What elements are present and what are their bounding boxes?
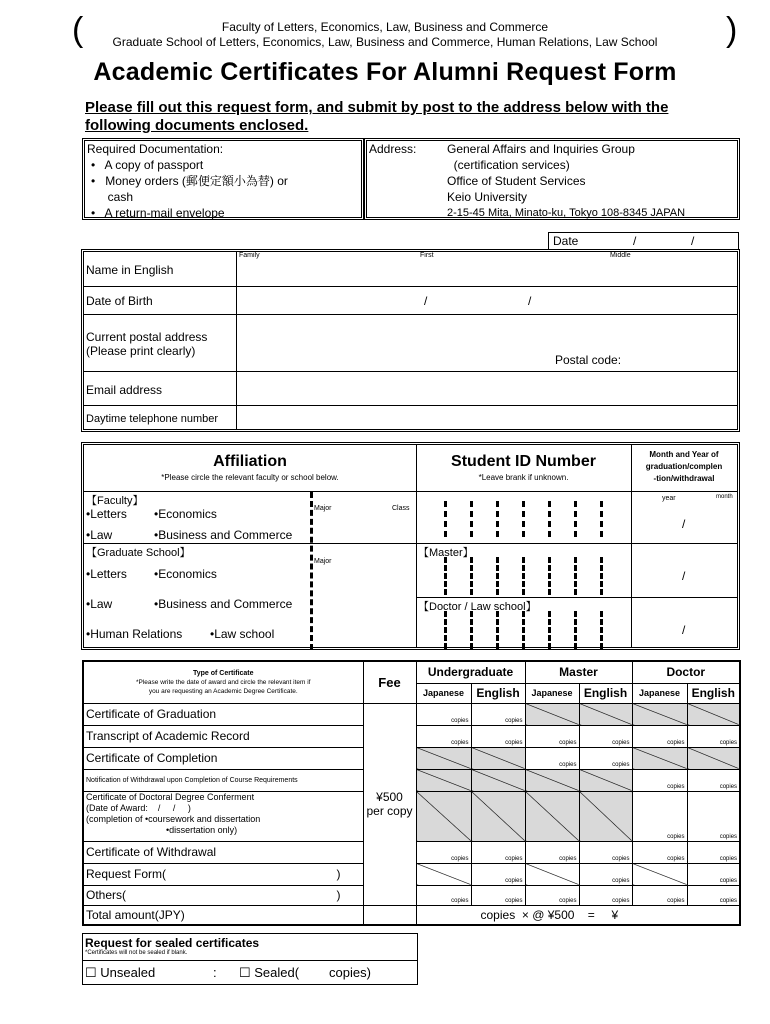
required-docs-box <box>82 138 364 220</box>
copies-cell[interactable]: copies <box>525 747 579 769</box>
copies-cell[interactable]: copies <box>416 885 471 905</box>
total-amount[interactable]: copies × @ ¥500 = ¥ <box>416 905 740 925</box>
date-field[interactable] <box>548 232 739 250</box>
cert-row-label: Certificate of Doctoral Degree Conferment (Date of Award: / / ) (completion of •coursework and dissertation •dissertation only) <box>83 791 363 841</box>
dob-label: Date of Birth <box>86 294 153 308</box>
unsealed-checkbox[interactable]: ☐ Unsealed <box>85 965 156 980</box>
copies-cell[interactable]: copies <box>579 747 632 769</box>
total-label: Total amount(JPY) <box>83 905 363 925</box>
phone-label: Daytime telephone number <box>86 413 219 425</box>
english-header: English <box>687 683 740 703</box>
address-field-label: Current postal address <box>86 330 208 344</box>
cert-row-label: Certificate of Graduation <box>83 703 363 725</box>
request-form-row[interactable]: Request Form( ) <box>83 863 363 885</box>
required-docs-item: • Money orders (郵便定額小為替) or <box>91 174 288 188</box>
address-line: Keio University <box>447 190 528 204</box>
copies-cell[interactable]: copies <box>632 885 687 905</box>
copies-cell[interactable]: copies <box>471 863 525 885</box>
sealed-box <box>82 933 418 985</box>
option-economics-grad[interactable]: •Economics <box>154 567 217 581</box>
copies-cell[interactable]: copies <box>687 885 740 905</box>
option-human-relations[interactable]: •Human Relations <box>86 627 183 641</box>
copies-cell[interactable]: copies <box>525 885 579 905</box>
copies-cell[interactable]: copies <box>471 885 525 905</box>
address-label: Address: <box>369 142 417 156</box>
middle-label: Middle <box>610 252 631 259</box>
left-bracket: ( <box>72 11 84 49</box>
right-bracket: ) <box>726 11 738 49</box>
copies-cell[interactable]: copies <box>416 703 471 725</box>
copies-cell[interactable]: copies <box>687 841 740 863</box>
class-label: Class <box>392 505 410 512</box>
copies-cell[interactable]: copies <box>632 725 687 747</box>
address-line: (certification services) <box>447 158 570 172</box>
copies-cell[interactable]: copies <box>525 725 579 747</box>
date-sep: / <box>691 234 695 248</box>
date-label: Date <box>553 234 579 248</box>
student-id-note: *Leave brank if unknown. <box>478 473 569 482</box>
copies-cell[interactable]: copies <box>632 769 687 791</box>
required-docs-heading: Required Documentation: <box>87 142 224 156</box>
option-letters-grad[interactable]: •Letters <box>86 567 127 581</box>
name-input[interactable] <box>239 260 739 284</box>
copies-cell[interactable]: copies <box>579 885 632 905</box>
address-line: 2-15-45 Mita, Minato-ku, Tokyo 108-8345 JAPAN <box>447 207 686 219</box>
fee-cell: ¥500 per copy <box>363 703 416 905</box>
master-label: 【Master】 <box>418 547 474 559</box>
month-label: month <box>716 494 733 500</box>
intro-line2: following documents enclosed. <box>85 117 309 134</box>
doctor-label: 【Doctor / Law school】 <box>418 601 537 613</box>
others-row[interactable]: Others( ) <box>83 885 363 905</box>
undergrad-header: Undergraduate <box>416 661 525 683</box>
grad-title: Month and Year of graduation/complen -tion/withdrawal <box>645 450 723 483</box>
required-docs-item: • A return-mail envelope <box>91 206 225 220</box>
sealed-colon: : <box>213 965 217 980</box>
cert-row-label: Certificate of Withdrawal <box>83 841 363 863</box>
english-header: English <box>471 683 525 703</box>
header-graduate: Graduate School of Letters, Economics, Law, Business and Commerce, Human Relations, Law School <box>112 35 658 49</box>
address-input[interactable] <box>239 316 739 369</box>
dob-input[interactable] <box>239 288 739 312</box>
copies-cell[interactable]: copies <box>416 725 471 747</box>
japanese-header: Japanese <box>416 683 471 703</box>
copies-cell[interactable]: copies <box>687 725 740 747</box>
intro-line1: Please fill out this request form, and submit by post to the address below with the <box>85 99 669 116</box>
date-sep: / <box>633 234 637 248</box>
header-faculty: Faculty of Letters, Economics, Law, Business and Commerce <box>221 20 549 34</box>
email-input[interactable] <box>239 373 739 403</box>
name-label: Name in English <box>86 263 174 277</box>
address-box <box>364 138 740 220</box>
major-label: Major <box>314 558 332 565</box>
cert-row-label: Notification of Withdrawal upon Completion of Course Requirements <box>83 769 363 791</box>
copies-cell[interactable]: copies <box>525 841 579 863</box>
phone-input[interactable] <box>239 407 739 429</box>
option-economics[interactable]: •Economics <box>154 507 217 521</box>
copies-cell[interactable]: copies <box>687 863 740 885</box>
sealed-copies: copies) <box>329 965 371 980</box>
certificate-table <box>82 660 741 926</box>
dob-sep: / <box>424 294 428 308</box>
address-field-label: (Please print clearly) <box>86 344 196 358</box>
affiliation-table <box>81 442 740 650</box>
year-label: year <box>662 495 676 502</box>
option-law[interactable]: •Law <box>86 528 113 542</box>
master-header: Master <box>525 661 632 683</box>
student-id-title: Student ID Number <box>451 453 596 470</box>
copies-cell[interactable]: copies <box>579 725 632 747</box>
copies-cell[interactable]: copies <box>579 841 632 863</box>
personal-info-table <box>81 249 740 432</box>
required-docs-item: • A copy of passport <box>91 158 204 172</box>
affiliation-title: Affiliation <box>213 453 287 470</box>
option-law-grad[interactable]: •Law <box>86 597 113 611</box>
copies-cell[interactable]: copies <box>632 791 687 841</box>
grad-slash: / <box>682 517 686 531</box>
copies-cell[interactable]: copies <box>579 863 632 885</box>
postal-code-label: Postal code: <box>555 353 622 367</box>
copies-cell[interactable]: copies <box>471 725 525 747</box>
japanese-header: Japanese <box>632 683 687 703</box>
major-label: Major <box>314 505 332 512</box>
sealed-checkbox[interactable]: ☐ Sealed( <box>239 965 300 980</box>
copies-cell[interactable]: copies <box>632 841 687 863</box>
dob-sep: / <box>528 294 532 308</box>
first-label: First <box>420 252 434 259</box>
copies-cell[interactable]: copies <box>687 769 740 791</box>
required-docs-item: cash <box>91 190 134 204</box>
faculty-label: 【Faculty】 <box>86 495 144 507</box>
cert-row-label: Transcript of Academic Record <box>83 725 363 747</box>
graduate-label: 【Graduate School】 <box>86 547 191 559</box>
address-line: Office of Student Services <box>447 174 586 188</box>
grad-slash: / <box>682 623 686 637</box>
option-law-school[interactable]: •Law school <box>210 627 275 641</box>
copies-cell[interactable]: copies <box>687 791 740 841</box>
grad-slash: / <box>682 569 686 583</box>
doctor-header: Doctor <box>632 661 740 683</box>
cert-row-label: Certificate of Completion <box>83 747 363 769</box>
english-header: English <box>579 683 632 703</box>
affiliation-note: *Please circle the relevant faculty or school below. <box>161 473 339 482</box>
copies-cell[interactable]: copies <box>416 841 471 863</box>
option-business[interactable]: •Business and Commerce <box>154 528 293 542</box>
option-letters[interactable]: •Letters <box>86 507 127 521</box>
copies-cell[interactable]: copies <box>471 703 525 725</box>
email-label: Email address <box>86 383 163 397</box>
option-business-grad[interactable]: •Business and Commerce <box>154 597 293 611</box>
page-title: Academic Certificates For Alumni Request Form <box>93 58 677 86</box>
family-label: Family <box>239 252 260 259</box>
address-line: General Affairs and Inquiries Group <box>447 142 635 156</box>
type-header: Type of Certificate *Please write the date of award and circle the relevant item if you are requesting an Academic Degree Certificate. <box>83 661 363 703</box>
copies-cell[interactable]: copies <box>471 841 525 863</box>
fee-header: Fee <box>363 661 416 703</box>
sealed-note: *Certificates will not be sealed if blank. <box>85 950 188 956</box>
japanese-header: Japanese <box>525 683 579 703</box>
sealed-title: Request for sealed certificates <box>85 936 260 950</box>
